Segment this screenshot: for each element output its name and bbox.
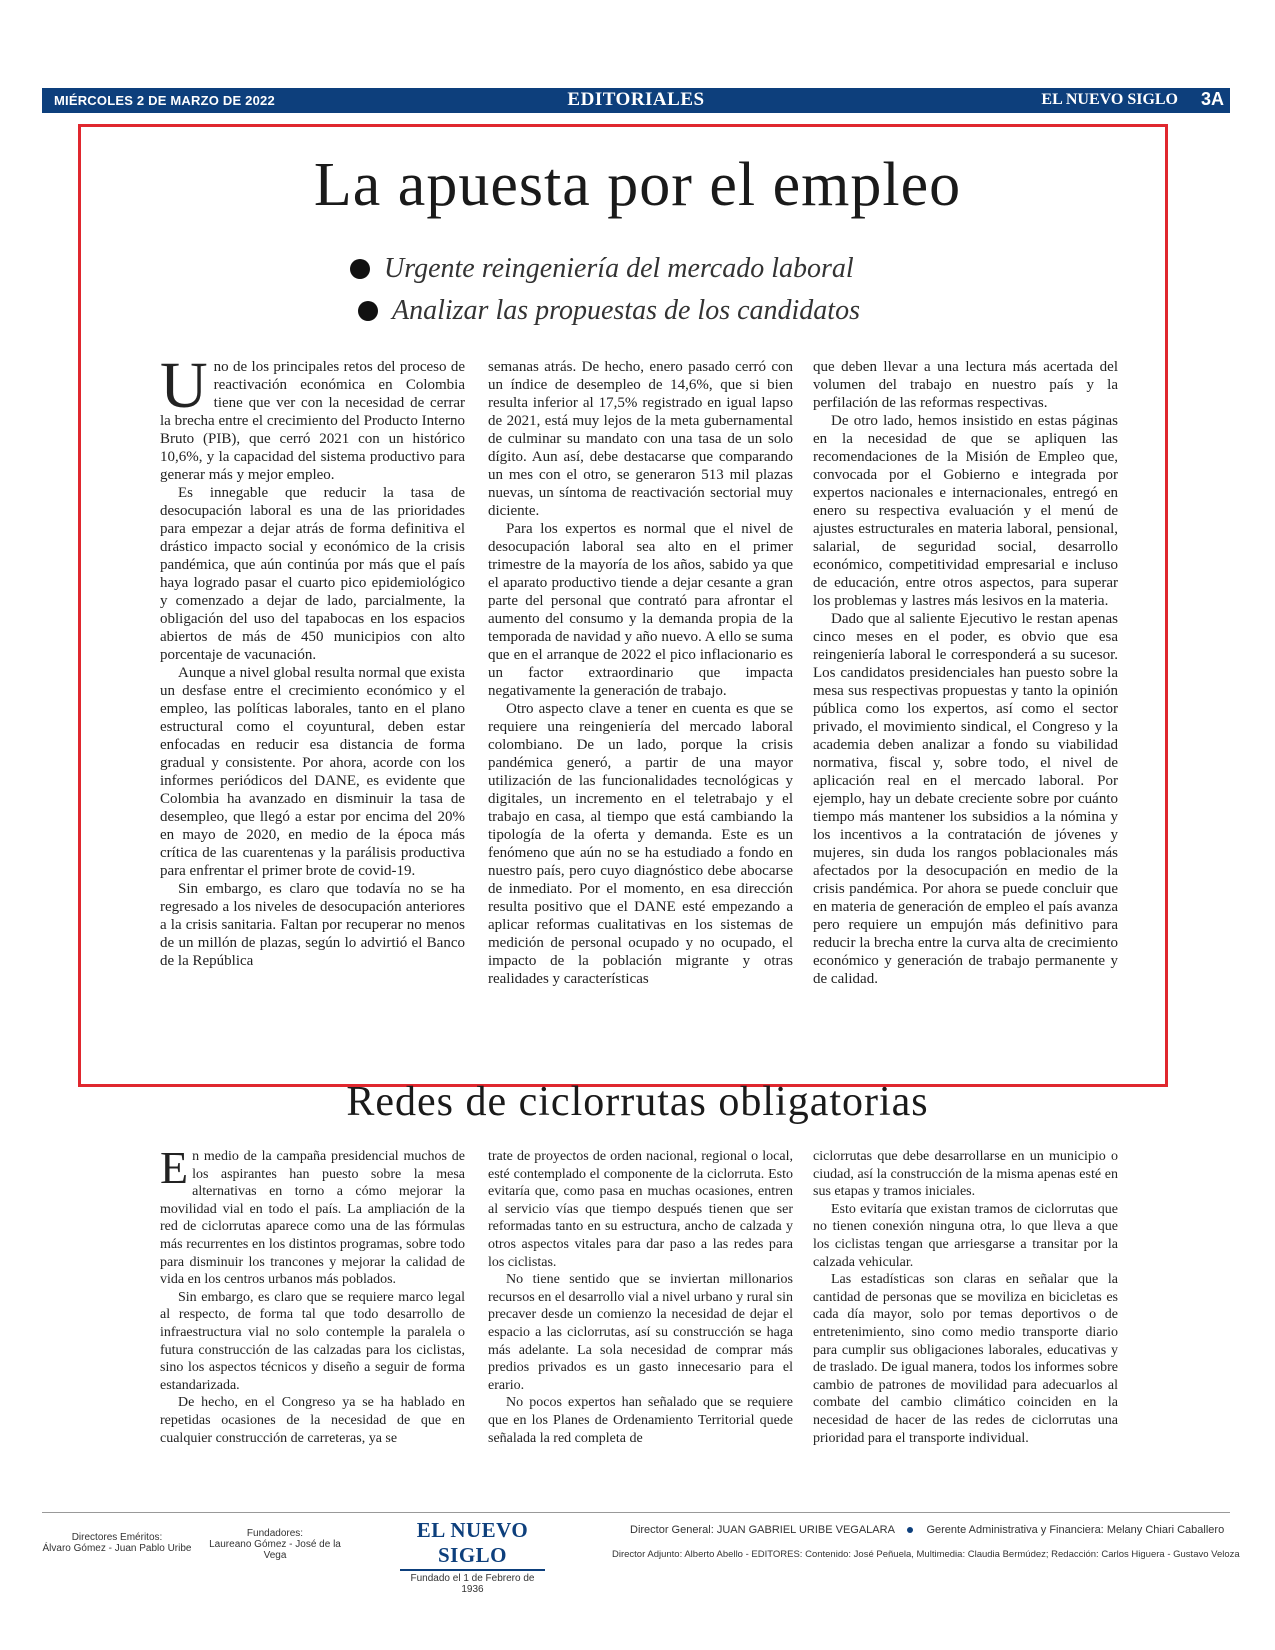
issue-date: MIÉRCOLES 2 DE MARZO DE 2022 <box>54 93 275 108</box>
article2-paragraph <box>160 1142 465 1289</box>
footer-directors-names: Álvaro Gómez - Juan Pablo Uribe <box>42 1543 192 1554</box>
manager-name: Melany Chiari Caballero <box>1106 1524 1225 1536</box>
article2-paragraph: Las estadísticas son claras en señalar que la cantidad de personas que se moviliza en bicicletas es cada día mayor, solo por temas deportivos o de entretenimiento, sino como medio transporte diario para cumplir sus obligaciones laborales, educativas y de traslado. De igual manera, todos los informes sobre cambio de patrones de movilidad para adecuarlos al combate del cambio climático coinciden en la necesidad de hacer de las redes de ciclorrutas una prioridad para el transporte individual. <box>813 1272 1118 1446</box>
article1-paragraph <box>160 349 465 484</box>
director-general-name: JUAN GABRIEL URIBE VEGALARA <box>716 1524 895 1536</box>
article2-column-3 <box>813 1148 1118 1447</box>
article1-subhead <box>350 290 860 332</box>
article1-subhead <box>350 248 860 290</box>
article2-paragraph: ciclorrutas que debe desarrollarse en un municipio o ciudad, así la construcción de la misma apenas esté en sus etapas y tramos iniciales. <box>813 1149 1118 1200</box>
footer-credits <box>612 1524 1240 1560</box>
article1-paragraph: De otro lado, hemos insistido en estas páginas en la necesidad de que se apliquen las recomendaciones de la Misión de Empleo que, convocada por el Gobierno e integrada por expertos nacionales e internacionales, entregó en enero su respectiva evaluación y el menú de ajustes estructurales en materia laboral, pensional, salarial, de seguridad social, desarrollo económico, competitividad empresarial e incluso de educación, entre otros aspectos, para superar los problemas y lastres más lesivos en la materia. <box>813 413 1118 609</box>
footer-directors-label: Directores Eméritos: <box>71 1532 163 1543</box>
article1-dropcap: U <box>160 349 208 422</box>
article1-paragraph: Otro aspecto clave a tener en cuenta es que se requiere una reingeniería del mercado laboral colombiano. De un lado, porque la crisis pandémica generó, a partir de una mayor utilización de las funcionalidades tecnológicas y digitales, un incremento en el teletrabajo y el trabajo en casa, al tiempo que está cambiando la tipología de la oferta y demanda. Este es un fenómeno que aún no se ha estudiado a fondo en nuestro país, pero cuyo diagnóstico debe abocarse de inmediato. Por el momento, en esa dirección resulta positivo que el DANE esté empezando a aplicar reformas cualitativas en los sistemas de medición de personal ocupado y no ocupado, el impacto de la población migrante y otras realidades y características <box>488 701 793 987</box>
article2-paragraph-text: n medio de la campaña presidencial muchos de los aspirantes han puesto sobre la mesa alternativas en torno a cómo mejorar la movilidad vial en todo el país. La ampliación de la red de ciclorrutas aparece como una de las fórmulas más recurrentes en los distintos programas, sobre todo para disminuir los trancones y mejorar la calidad de vida en los centros urbanos más poblados. <box>160 1149 465 1288</box>
footer-directors <box>42 1532 192 1554</box>
article1-column-3 <box>813 358 1118 988</box>
article2-column-2 <box>488 1148 793 1447</box>
article1-column-1 <box>160 349 465 970</box>
article1-paragraph-text: no de los principales retos del proceso de reactivación económica en Colombia tiene que ver con la necesidad de cerrar la brecha entre el crecimiento del Producto Interno Bruto (PIB), que cerró 2021 con un histórico 10,6%, y la capacidad del sistema productivo para generar más y mejor empleo. <box>160 359 465 483</box>
page-header-bar <box>42 88 1230 113</box>
section-title: EDITORIALES <box>567 89 705 110</box>
footer-founders-label: Fundadores: <box>246 1528 304 1539</box>
article2-paragraph: De hecho, en el Congreso ya se ha hablado en repetidas ocasiones de la necesidad de que en cualquier construcción de carreteras, ya se <box>160 1395 465 1446</box>
page-number: 3A <box>1200 89 1224 109</box>
newspaper-brand: EL NUEVO SIGLO <box>1041 91 1178 108</box>
director-general-label: Director General: <box>630 1524 714 1536</box>
article1-headline: La apuesta por el empleo <box>313 151 962 219</box>
article1-paragraph: Es innegable que reducir la tasa de desocupación laboral es una de las prioridades para empezar a dejar atrás de forma definitiva el drástico impacto social y económico de la crisis pandémica, que aún continúa por más que el país haya logrado pasar el cuarto pico epidemiológico y comenzado a dejar de lado, parcialmente, la obligación del uso del tapabocas en los espacios abiertos de más de 450 municipios con alto porcentaje de vacunación. <box>160 485 465 663</box>
article2-paragraph: trate de proyectos de orden nacional, regional o local, esté contemplado el componente de la ciclorruta. Esto evitaría que, como pasa en muchas ocasiones, entren al servicio vías que tiempo después tienen que ser reformadas tanto en su estructura, ancho de calzada y otros aspectos vitales para dar paso a las redes para los ciclistas. <box>488 1149 793 1270</box>
article2-paragraph: Sin embargo, es claro que se requiere marco legal al respecto, de forma tal que todo desarrollo de infraestructura vial no solo contemple la paralela o futura construcción de las calzadas para los ciclistas, sino los aspectos técnicos y diseño a seguir de forma estandarizada. <box>160 1289 465 1393</box>
article2-column-1 <box>160 1142 465 1447</box>
article1-paragraph: semanas atrás. De hecho, enero pasado cerró con un índice de desempleo de 14,6%, que si bien resulta inferior al 17,5% registrado en igual lapso de 2021, está muy lejos de la meta gubernamental de culminar su mandato con una tasa de un solo dígito. Aun así, debe destacarse que comparando un mes con el otro, se generaron 513 mil plazas nuevas, un síntoma de reactivación sectorial muy diciente. <box>488 359 793 519</box>
footer-founders <box>200 1528 350 1561</box>
footer-logo-underline <box>400 1569 545 1571</box>
footer-editors-line: Director Adjunto: Alberto Abello - EDITORES: Contenido: José Peñuela, Multimedia: Claudia Bermúdez; Redacción: Carlos Higuera - Gustavo Veloza <box>612 1549 1240 1560</box>
article1-paragraph: Dado que al saliente Ejecutivo le restan apenas cinco meses en el poder, es obvio que esa reingeniería laboral le corresponderá a su sucesor. Los candidatos presidenciales han puesto sobre la mesa sus respectivas propuestas y tanto la opinión pública como los expertos, así como el sector privado, el movimiento sindical, el Congreso y la academia deben analizar a fondo su viabilidad normativa, fiscal y, sobre todo, el nivel de aplicación real en el mercado laboral. Por ejemplo, hay un debate creciente sobre por cuánto tiempo más mantener los subsidios a la nómina y los incentivos a la contratación de jóvenes y mujeres, sin duda los rangos poblacionales más afectados por la desocupación en medio de la crisis pandémica. Por ahora se puede concluir que en materia de generación de empleo el país avanza pero requiere un empujón más definitivo para reducir la brecha entre la curva alta de crecimiento económico y generación de trabajo permanente y de calidad. <box>813 611 1118 987</box>
article1-subheads <box>350 248 860 332</box>
article1-subhead-text: Analizar las propuestas de los candidatos <box>392 295 860 326</box>
footer-logo-block <box>400 1518 545 1595</box>
article2-dropcap: E <box>160 1142 189 1193</box>
article2-paragraph: Esto evitaría que existan tramos de ciclorrutas que no tienen conexión ninguna otra, lo que lleva a que los ciclistas tengan que arriesgarse a transitar por la calzada vehicular. <box>813 1201 1118 1270</box>
article1-paragraph: que deben llevar a una lectura más acertada del volumen del trabajo en nuestro país y la perfilación de las reformas respectivas. <box>813 359 1118 411</box>
separator-dot-icon <box>907 1527 913 1533</box>
article1-paragraph: Sin embargo, es claro que todavía no se ha regresado a los niveles de desocupación anteriores a la crisis sanitaria. Faltan por recuperar no menos de un millón de plazas, según lo advirtió el Banco de la República <box>160 881 465 969</box>
article2-paragraph: No tiene sentido que se inviertan millonarios recursos en el desarrollo vial a nivel urbano y rural sin precaver desde un comienzo la necesidad de dejar el espacio a las ciclorrutas, así su construcción se haga más adelante. La sola necesidad de comprar más predios privados es un gasto innecesario para el erario. <box>488 1272 793 1393</box>
article1-subhead-text: Urgente reingeniería del mercado laboral <box>384 253 854 284</box>
article1-column-2 <box>488 358 793 988</box>
manager-label: Gerente Administrativa y Financiera: <box>926 1524 1104 1536</box>
article1-paragraph: Para los expertos es normal que el nivel de desocupación laboral sea alto en el primer trimestre de la mayoría de los años, sabido ya que el aparato productivo tiende a dejar cesante a gran parte del personal que contrató para afrontar el aumento del consumo y la demanda propia de la temporada de navidad y año nuevo. A ello se suma que en el arranque de 2022 el pico inflacionario es un factor extraordinario que impacta negativamente la generación de trabajo. <box>488 521 793 699</box>
article2-headline: Redes de ciclorrutas obligatorias <box>346 1079 929 1125</box>
article1-paragraph: Aunque a nivel global resulta normal que exista un desfase entre el crecimiento económico y el empleo, las políticas laborales, tanto en el plano estructural como el coyuntural, deben estar enfocadas en reducir esa distancia de forma gradual y consistente. Por ahora, acorde con los informes periódicos del DANE, es evidente que Colombia ha avanzado en disminuir la tasa de desempleo, que llegó a estar por encima del 20% en mayo de 2020, en medio de la época más crítica de las cuarentenas y la parálisis productiva para enfrentar el primer brote de covid-19. <box>160 665 465 879</box>
footer-divider <box>42 1512 1230 1513</box>
footer-founded: Fundado el 1 de Febrero de 1936 <box>410 1573 535 1595</box>
article2-paragraph: No pocos expertos han señalado que se requiere que en los Planes de Ordenamiento Territorial quede señalada la red completa de <box>488 1395 793 1446</box>
footer-founders-names: Laureano Gómez - José de la Vega <box>209 1539 341 1561</box>
bullet-dot-icon <box>358 301 378 321</box>
footer-logo: EL NUEVO SIGLO <box>416 1518 529 1567</box>
bullet-dot-icon <box>350 259 370 279</box>
